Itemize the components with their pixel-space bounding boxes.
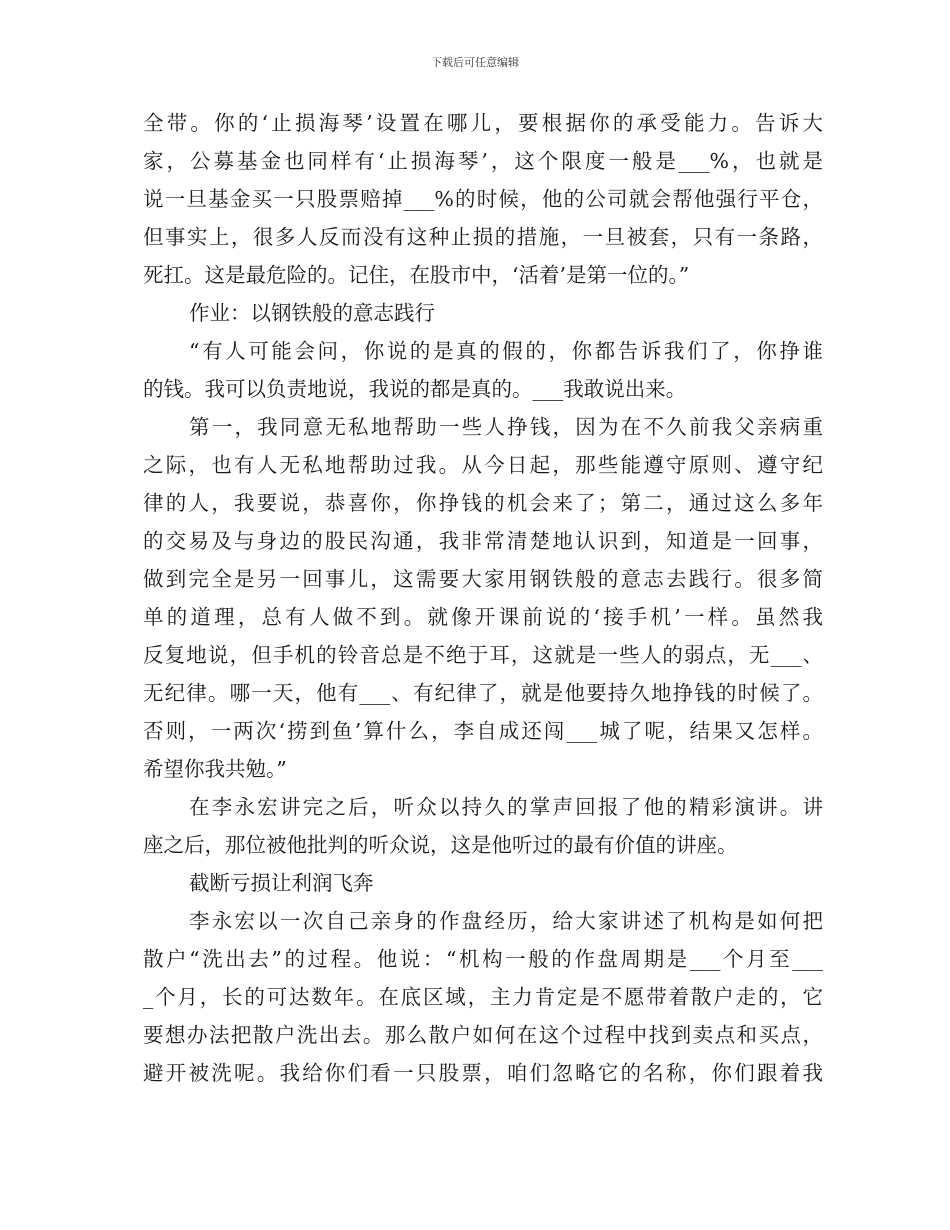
text-line: 在李永宏讲完之后，听众以持久的掌声回报了他的精彩演讲。讲 xyxy=(189,795,823,819)
text-line: 希望你我共勉。” xyxy=(143,757,287,781)
text-line: 但事实上，很多人反而没有这种止损的措施，一旦被套，只有一条路， xyxy=(143,225,823,249)
text-line: 说一旦基金买一只股票赔掉___%的时候，他的公司就会帮他强行平仓， xyxy=(143,187,823,211)
text-line: 李永宏以一次自己亲身的作盘经历，给大家讲述了机构是如何把 xyxy=(189,909,823,933)
text-line: 要想办法把散户洗出去。那么散户如何在这个过程中找到卖点和买点， xyxy=(143,1023,823,1047)
document-body xyxy=(143,104,823,1092)
text-line: 散户“洗出去”的过程。他说：“机构一般的作盘周期是___个月至___ xyxy=(143,947,823,971)
text-line: _个月，长的可达数年。在底区域，主力肯定是不愿带着散户走的，它 xyxy=(143,985,823,1009)
text-line: 全带。你的‘止损海琴’设置在哪儿，要根据你的承受能力。告诉大 xyxy=(143,111,823,135)
text-line: 单的道理，总有人做不到。就像开课前说的‘接手机’一样。虽然我 xyxy=(143,605,823,629)
text-line: 反复地说，但手机的铃音总是不绝于耳，这就是一些人的弱点，无___、 xyxy=(143,643,823,667)
text-line: 避开被洗呢。我给你们看一只股票，咱们忽略它的名称，你们跟着我 xyxy=(143,1061,823,1085)
text-line: 做到完全是另一回事儿，这需要大家用钢铁般的意志去践行。很多简 xyxy=(143,567,823,591)
text-line: 家，公募基金也同样有‘止损海琴’，这个限度一般是___%，也就是 xyxy=(143,149,823,173)
text-line: 座之后，那位被他批判的听众说，这是他听过的最有价值的讲座。 xyxy=(143,833,738,857)
text-line: 作业：以钢铁般的意志践行 xyxy=(189,301,435,325)
text-line: “有人可能会问，你说的是真的假的，你都告诉我们了，你挣谁 xyxy=(189,339,823,363)
text-line: 截断亏损让利润飞奔 xyxy=(189,871,374,895)
text-line: 的钱。我可以负责地说，我说的都是真的。___我敢说出来。 xyxy=(143,377,687,401)
text-line: 之际，也有人无私地帮助过我。从今日起，那些能遵守原则、遵守纪 xyxy=(143,453,823,477)
page-header: 下载后可任意编辑 xyxy=(431,56,519,69)
text-line: 的交易及与身边的股民沟通，我非常清楚地认识到，知道是一回事， xyxy=(143,529,823,553)
text-line: 死扛。这是最危险的。记住，在股市中，‘活着’是第一位的。” xyxy=(143,263,690,287)
text-line: 律的人，我要说，恭喜你，你挣钱的机会来了；第二，通过这么多年 xyxy=(143,491,823,515)
text-line: 否则，一两次‘捞到鱼’算什么，李自成还闯___城了呢，结果又怎样。 xyxy=(143,719,823,743)
text-line: 无纪律。哪一天，他有___、有纪律了，就是他要持久地挣钱的时候了。 xyxy=(143,681,823,705)
text-line: 第一，我同意无私地帮助一些人挣钱，因为在不久前我父亲病重 xyxy=(189,415,823,439)
